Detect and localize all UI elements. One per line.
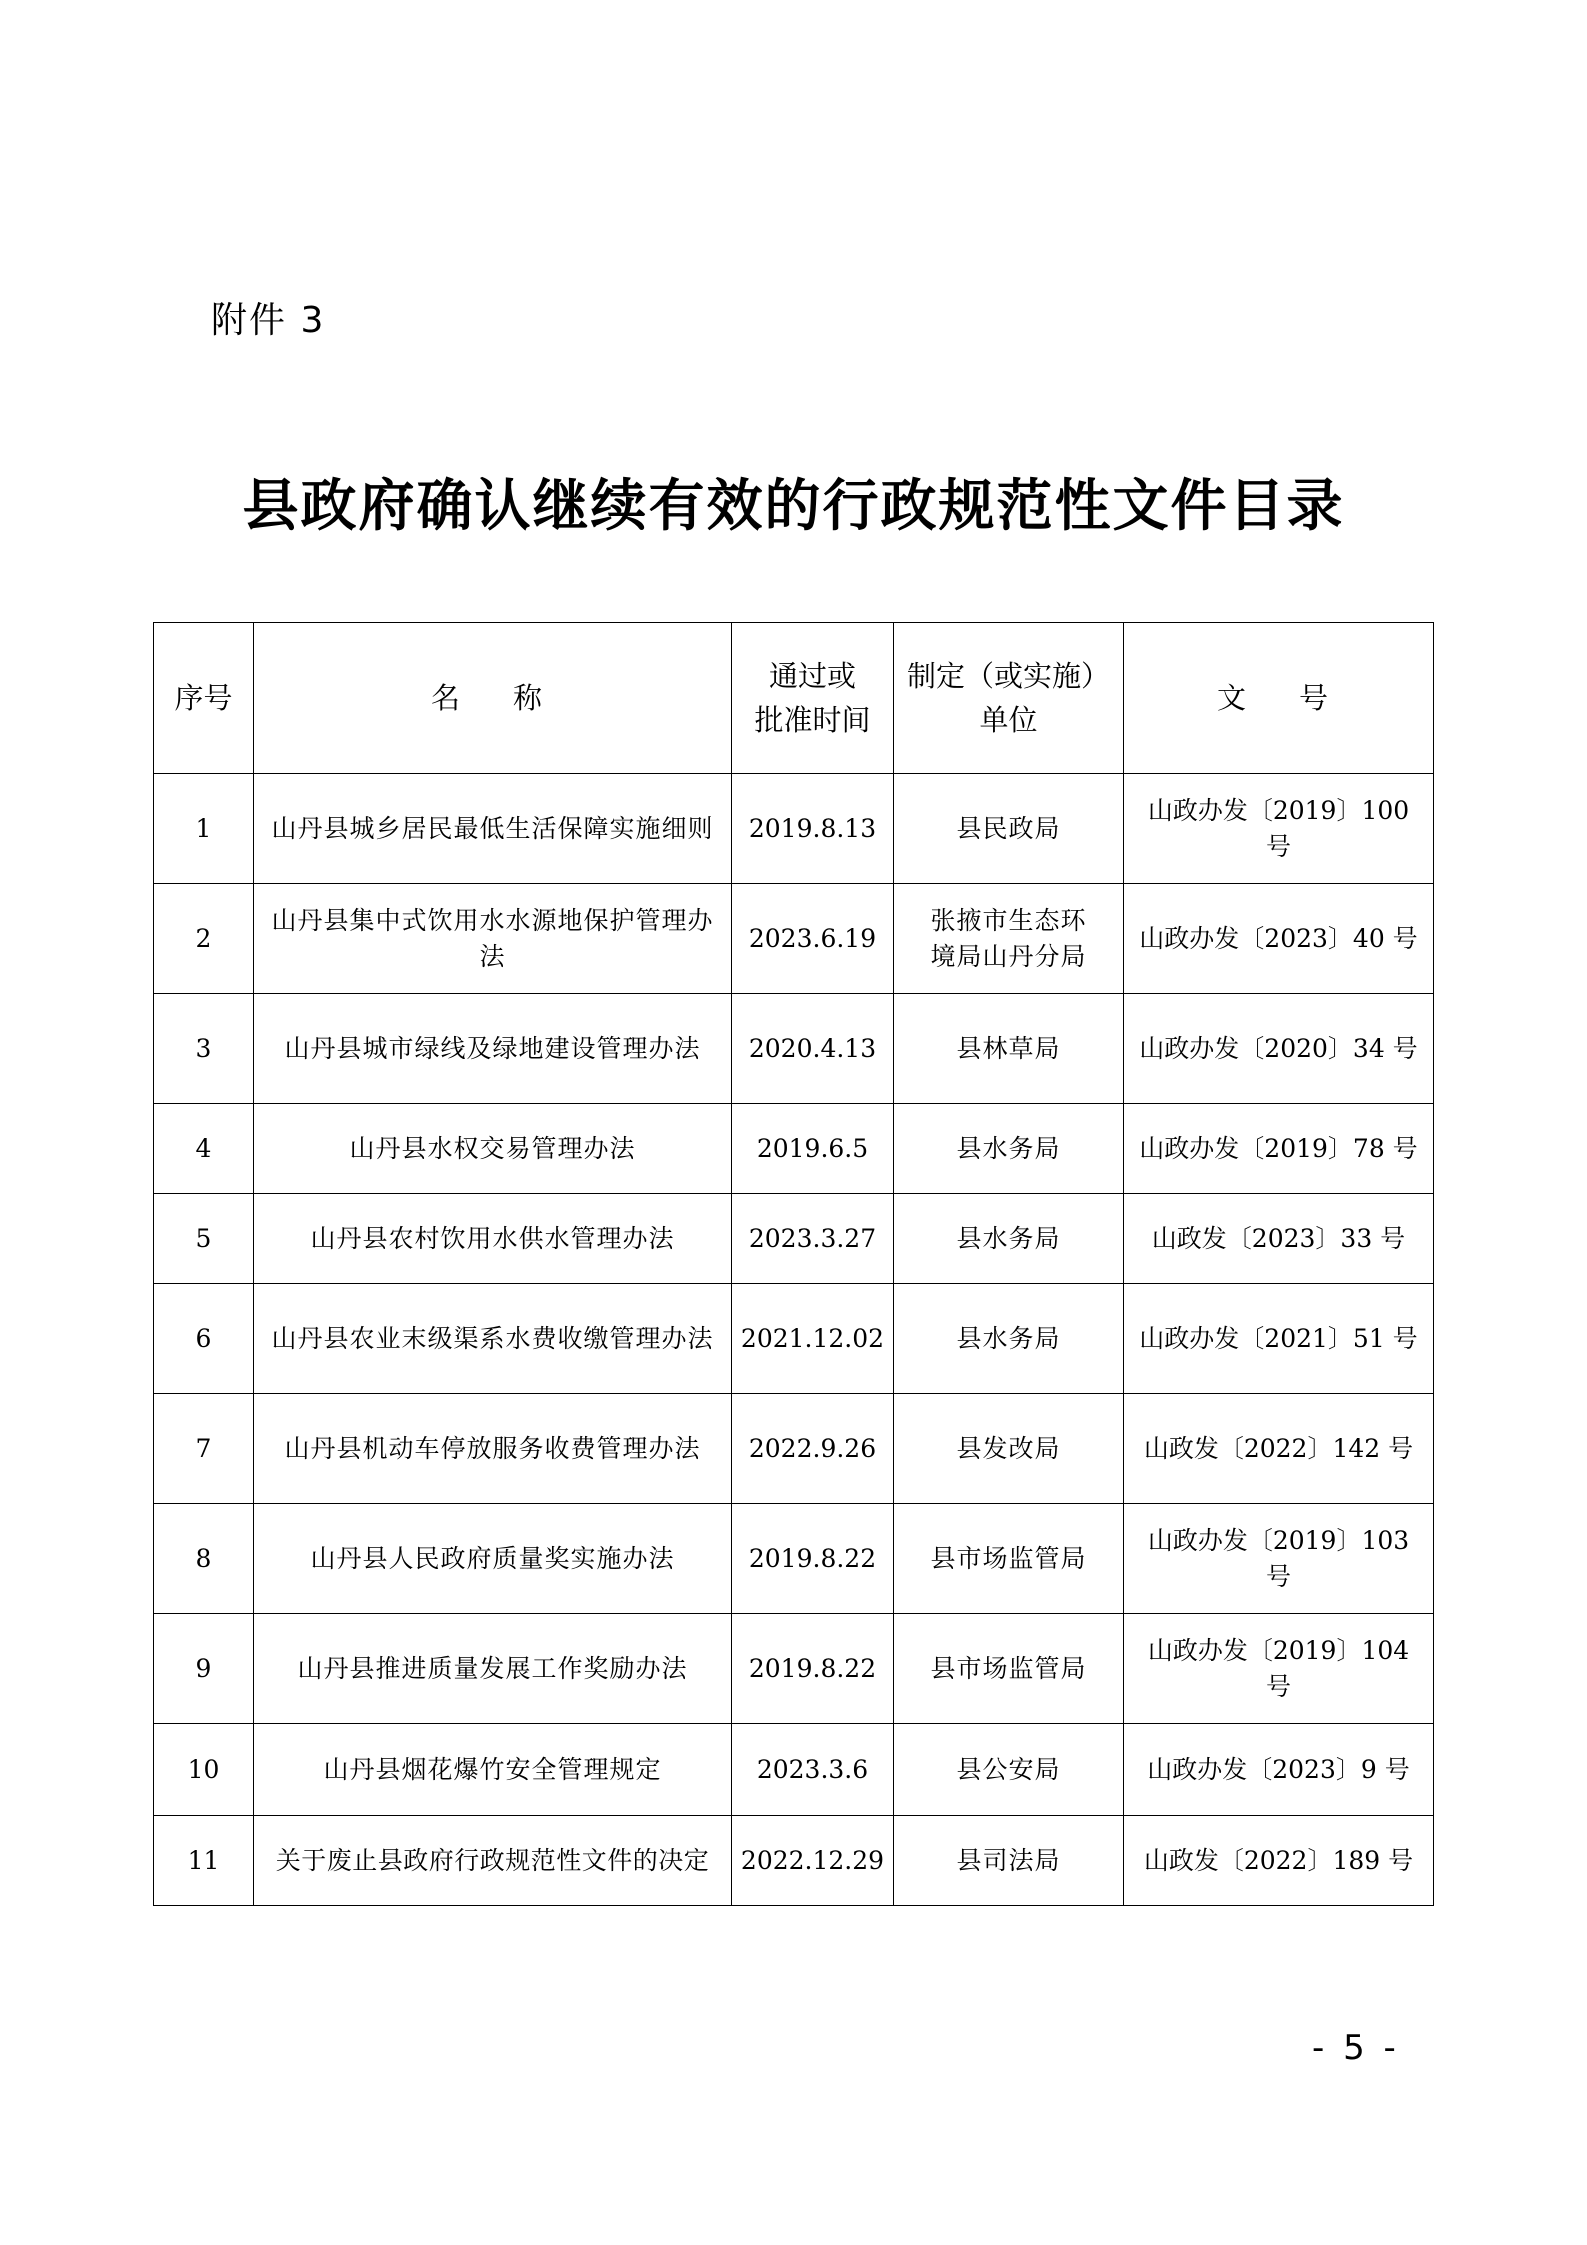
cell-unit: 县发改局 <box>894 1394 1124 1504</box>
cell-doc-no: 山政办发〔2023〕9 号 <box>1124 1724 1434 1816</box>
cell-date: 2020.4.13 <box>732 994 894 1104</box>
table-row <box>154 1614 1434 1724</box>
table-row <box>154 774 1434 884</box>
cell-seq: 7 <box>154 1394 254 1504</box>
header-name: 名 称 <box>254 623 732 774</box>
cell-seq: 10 <box>154 1724 254 1816</box>
cell-name: 关于废止县政府行政规范性文件的决定 <box>254 1816 732 1906</box>
cell-seq: 6 <box>154 1284 254 1394</box>
header-doc-no: 文 号 <box>1124 623 1434 774</box>
cell-name: 山丹县烟花爆竹安全管理规定 <box>254 1724 732 1816</box>
cell-date: 2019.8.13 <box>732 774 894 884</box>
cell-name: 山丹县农业末级渠系水费收缴管理办法 <box>254 1284 732 1394</box>
cell-unit: 张掖市生态环境局山丹分局 <box>894 884 1124 994</box>
cell-unit: 县公安局 <box>894 1724 1124 1816</box>
cell-date: 2023.3.27 <box>732 1194 894 1284</box>
cell-doc-no: 山政发〔2023〕33 号 <box>1124 1194 1434 1284</box>
cell-unit: 县水务局 <box>894 1284 1124 1394</box>
header-unit-line2: 单位 <box>979 703 1038 737</box>
document-catalog-table <box>153 622 1434 1906</box>
cell-seq: 2 <box>154 884 254 994</box>
cell-unit: 县水务局 <box>894 1104 1124 1194</box>
table-row <box>154 1284 1434 1394</box>
cell-name: 山丹县农村饮用水供水管理办法 <box>254 1194 732 1284</box>
cell-seq: 3 <box>154 994 254 1104</box>
cell-name: 山丹县人民政府质量奖实施办法 <box>254 1504 732 1614</box>
page-number: - 5 - <box>1312 2028 1400 2068</box>
cell-seq: 4 <box>154 1104 254 1194</box>
table-row <box>154 884 1434 994</box>
cell-date: 2023.3.6 <box>732 1724 894 1816</box>
cell-name: 山丹县推进质量发展工作奖励办法 <box>254 1614 732 1724</box>
table-row <box>154 1724 1434 1816</box>
cell-doc-no: 山政办发〔2019〕100 号 <box>1124 774 1434 884</box>
cell-unit: 县民政局 <box>894 774 1124 884</box>
cell-doc-no: 山政办发〔2019〕104 号 <box>1124 1614 1434 1724</box>
cell-name: 山丹县城乡居民最低生活保障实施细则 <box>254 774 732 884</box>
header-unit <box>894 623 1124 774</box>
header-date-line2: 批准时间 <box>754 703 871 737</box>
cell-unit: 县林草局 <box>894 994 1124 1104</box>
cell-doc-no: 山政办发〔2020〕34 号 <box>1124 994 1434 1104</box>
cell-unit: 县市场监管局 <box>894 1504 1124 1614</box>
cell-name: 山丹县机动车停放服务收费管理办法 <box>254 1394 732 1504</box>
cell-doc-no: 山政办发〔2023〕40 号 <box>1124 884 1434 994</box>
cell-date: 2019.8.22 <box>732 1614 894 1724</box>
cell-doc-no: 山政发〔2022〕189 号 <box>1124 1816 1434 1906</box>
cell-seq: 8 <box>154 1504 254 1614</box>
table-row <box>154 1394 1434 1504</box>
header-unit-line1: 制定（或实施） <box>906 659 1110 693</box>
cell-seq: 1 <box>154 774 254 884</box>
table-row <box>154 1816 1434 1906</box>
table-header-row <box>154 623 1434 774</box>
cell-seq: 9 <box>154 1614 254 1724</box>
header-seq: 序号 <box>154 623 254 774</box>
cell-name: 山丹县城市绿线及绿地建设管理办法 <box>254 994 732 1104</box>
table-row <box>154 1194 1434 1284</box>
table-row <box>154 1504 1434 1614</box>
cell-date: 2022.9.26 <box>732 1394 894 1504</box>
table-row <box>154 1104 1434 1194</box>
cell-date: 2023.6.19 <box>732 884 894 994</box>
cell-unit: 县司法局 <box>894 1816 1124 1906</box>
cell-date: 2019.6.5 <box>732 1104 894 1194</box>
cell-doc-no: 山政办发〔2019〕78 号 <box>1124 1104 1434 1194</box>
cell-doc-no: 山政办发〔2019〕103 号 <box>1124 1504 1434 1614</box>
cell-name: 山丹县水权交易管理办法 <box>254 1104 732 1194</box>
table-row <box>154 994 1434 1104</box>
cell-seq: 5 <box>154 1194 254 1284</box>
cell-unit: 县市场监管局 <box>894 1614 1124 1724</box>
attachment-label: 附件 3 <box>211 300 326 341</box>
cell-date: 2019.8.22 <box>732 1504 894 1614</box>
page-title: 县政府确认继续有效的行政规范性文件目录 <box>242 473 1345 539</box>
cell-date: 2022.12.29 <box>732 1816 894 1906</box>
cell-seq: 11 <box>154 1816 254 1906</box>
cell-unit: 县水务局 <box>894 1194 1124 1284</box>
cell-doc-no: 山政发〔2022〕142 号 <box>1124 1394 1434 1504</box>
cell-name: 山丹县集中式饮用水水源地保护管理办法 <box>254 884 732 994</box>
cell-date: 2021.12.02 <box>732 1284 894 1394</box>
cell-doc-no: 山政办发〔2021〕51 号 <box>1124 1284 1434 1394</box>
header-date <box>732 623 894 774</box>
header-date-line1: 通过或 <box>768 659 856 693</box>
